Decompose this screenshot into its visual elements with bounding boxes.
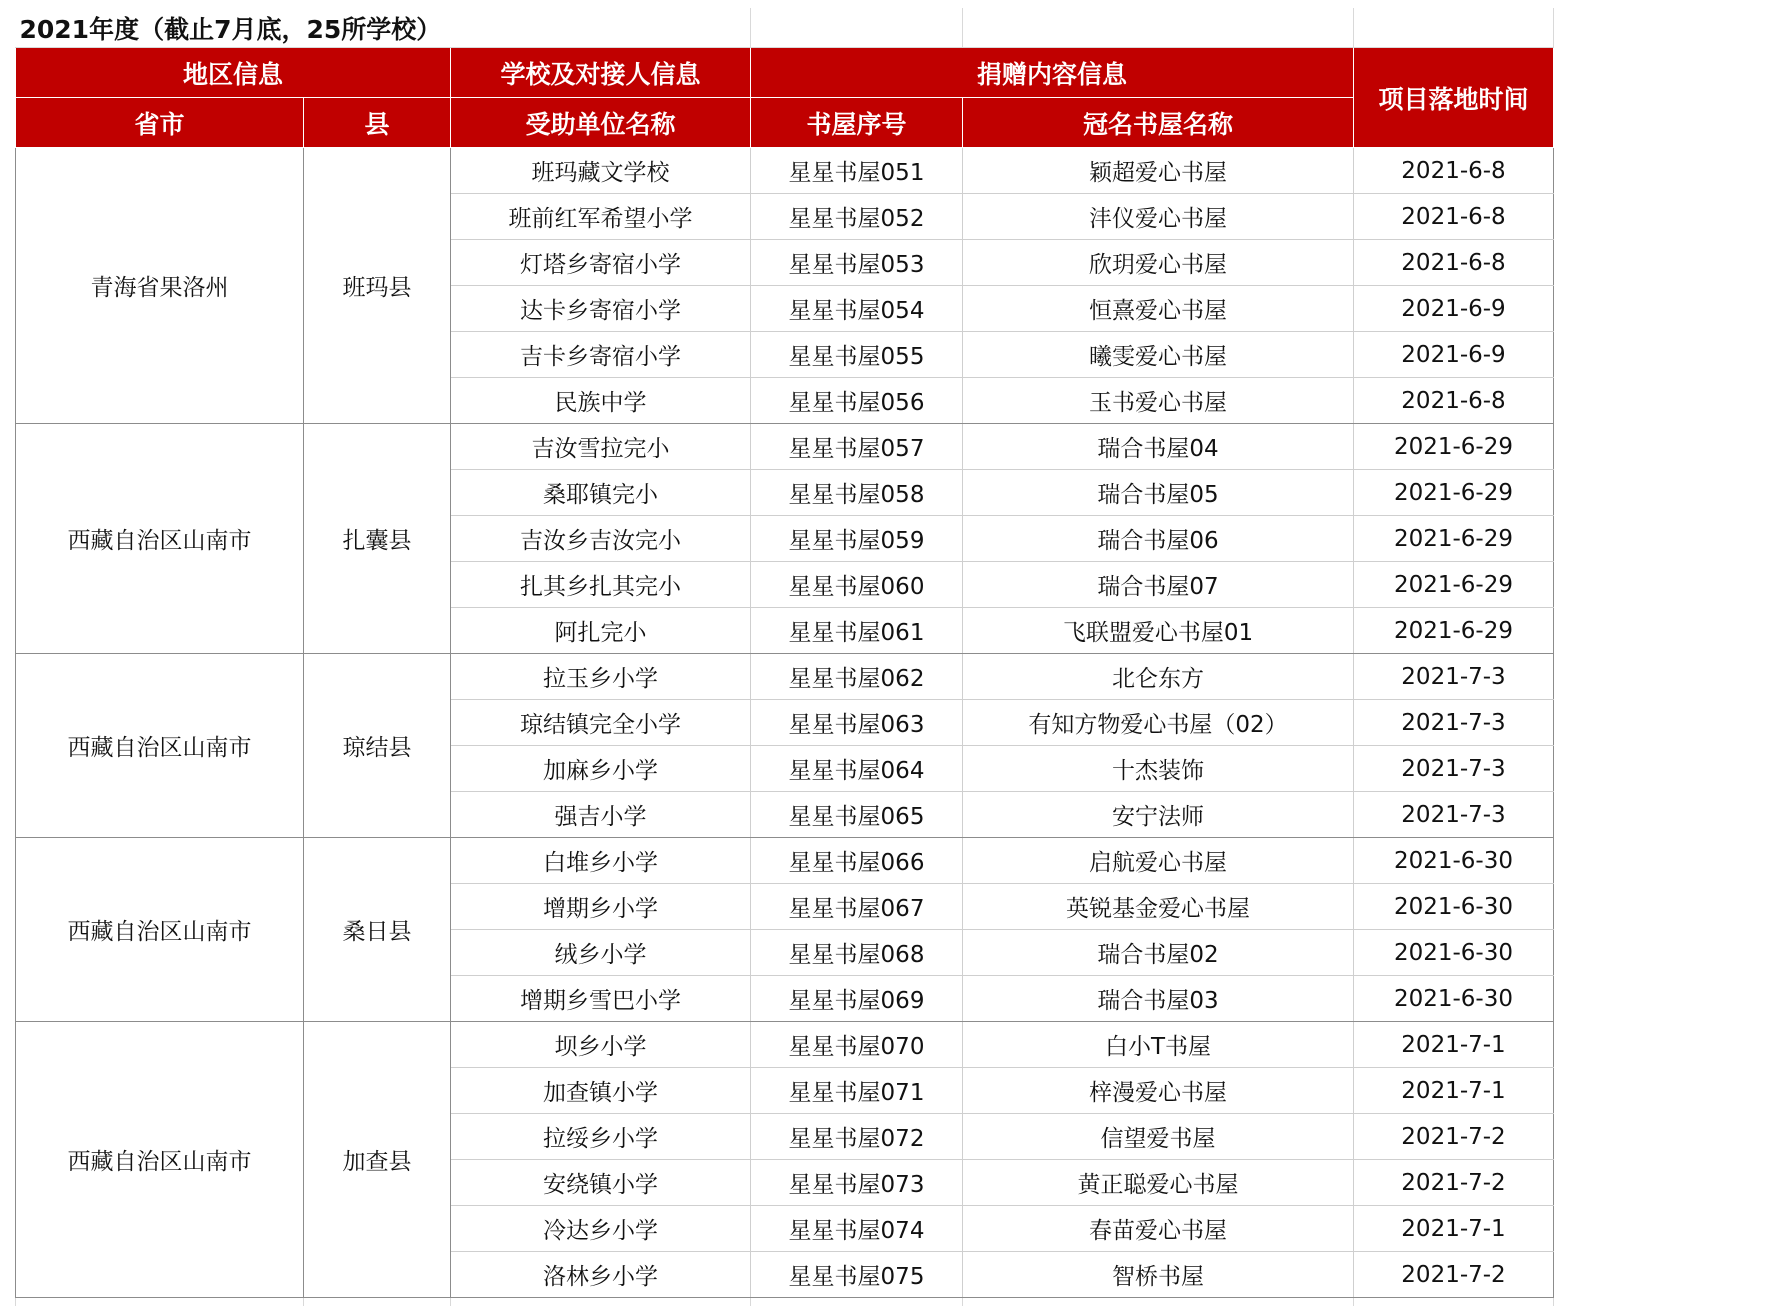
cell-serial[interactable]: 星星书屋063 (751, 700, 963, 746)
cell-date[interactable]: 2021-6-30 (1354, 976, 1554, 1022)
cell-school[interactable]: 坝乡小学 (451, 1022, 751, 1068)
cell-named-house[interactable]: 英锐基金爱心书屋 (963, 884, 1354, 930)
cell-serial[interactable]: 星星书屋058 (751, 470, 963, 516)
spreadsheet (15, 8, 1554, 1306)
header-province[interactable]: 省市 (16, 98, 304, 148)
cell-serial[interactable]: 星星书屋056 (751, 378, 963, 424)
cell-date[interactable]: 2021-7-3 (1354, 746, 1554, 792)
cell-school[interactable]: 灯塔乡寄宿小学 (451, 240, 751, 286)
cell-named-house[interactable]: 春苗爱心书屋 (963, 1206, 1354, 1252)
cell-school[interactable]: 绒乡小学 (451, 930, 751, 976)
cell-named-house[interactable]: 恒熹爱心书屋 (963, 286, 1354, 332)
cell-serial[interactable]: 星星书屋055 (751, 332, 963, 378)
cell-county[interactable]: 桑日县 (304, 838, 451, 1022)
cell-date[interactable]: 2021-6-29 (1354, 470, 1554, 516)
cell-named-house[interactable]: 启航爱心书屋 (963, 838, 1354, 884)
cell-province[interactable]: 西藏自治区山南市 (16, 1022, 304, 1298)
table-row (16, 654, 1554, 700)
cell-named-house[interactable]: 信望爱书屋 (963, 1114, 1354, 1160)
empty-cell[interactable] (1354, 8, 1554, 48)
cell-named-house[interactable]: 瑞合书屋02 (963, 930, 1354, 976)
cell-school[interactable]: 加麻乡小学 (451, 746, 751, 792)
cell-serial[interactable]: 星星书屋074 (751, 1206, 963, 1252)
header-donation[interactable]: 捐赠内容信息 (751, 48, 1354, 98)
cell-serial[interactable]: 星星书屋071 (751, 1068, 963, 1114)
empty-cell[interactable] (16, 1298, 304, 1307)
cell-county[interactable]: 班玛县 (304, 148, 451, 424)
cell-date[interactable]: 2021-6-9 (1354, 332, 1554, 378)
cell-school[interactable]: 琼结镇完全小学 (451, 700, 751, 746)
cell-serial[interactable]: 星星书屋059 (751, 516, 963, 562)
cell-county[interactable]: 扎囊县 (304, 424, 451, 654)
cell-date[interactable]: 2021-6-30 (1354, 930, 1554, 976)
table-row (16, 424, 1554, 470)
cell-school[interactable]: 洛林乡小学 (451, 1252, 751, 1298)
empty-cell[interactable] (963, 1298, 1354, 1307)
cell-named-house[interactable]: 瑞合书屋07 (963, 562, 1354, 608)
cell-school[interactable]: 达卡乡寄宿小学 (451, 286, 751, 332)
cell-date[interactable]: 2021-7-1 (1354, 1022, 1554, 1068)
header-serial[interactable]: 书屋序号 (751, 98, 963, 148)
cell-named-house[interactable]: 曦雯爱心书屋 (963, 332, 1354, 378)
cell-date[interactable]: 2021-6-29 (1354, 608, 1554, 654)
cell-date[interactable]: 2021-6-29 (1354, 516, 1554, 562)
cell-serial[interactable]: 星星书屋061 (751, 608, 963, 654)
cell-county[interactable]: 琼结县 (304, 654, 451, 838)
cell-named-house[interactable]: 沣仪爱心书屋 (963, 194, 1354, 240)
cell-county[interactable]: 加查县 (304, 1022, 451, 1298)
empty-cell[interactable] (1354, 1298, 1554, 1307)
cell-date[interactable]: 2021-6-30 (1354, 884, 1554, 930)
empty-cell[interactable] (751, 8, 963, 48)
header-school[interactable]: 学校及对接人信息 (451, 48, 751, 98)
cell-serial[interactable]: 星星书屋075 (751, 1252, 963, 1298)
cell-school[interactable]: 冷达乡小学 (451, 1206, 751, 1252)
header-named[interactable]: 冠名书屋名称 (963, 98, 1354, 148)
cell-serial[interactable]: 星星书屋060 (751, 562, 963, 608)
cell-serial[interactable]: 星星书屋070 (751, 1022, 963, 1068)
cell-date[interactable]: 2021-6-29 (1354, 562, 1554, 608)
cell-named-house[interactable]: 北仑东方 (963, 654, 1354, 700)
cell-school[interactable]: 扎其乡扎其完小 (451, 562, 751, 608)
empty-cell[interactable] (304, 1298, 451, 1307)
cell-date[interactable]: 2021-6-29 (1354, 424, 1554, 470)
cell-school[interactable]: 白堆乡小学 (451, 838, 751, 884)
cell-date[interactable]: 2021-6-8 (1354, 148, 1554, 194)
cell-date[interactable]: 2021-6-8 (1354, 240, 1554, 286)
cell-school[interactable]: 拉玉乡小学 (451, 654, 751, 700)
table-body (16, 148, 1554, 1298)
cell-named-house[interactable]: 安宁法师 (963, 792, 1354, 838)
cell-school[interactable]: 阿扎完小 (451, 608, 751, 654)
cell-serial[interactable]: 星星书屋072 (751, 1114, 963, 1160)
cell-serial[interactable]: 星星书屋062 (751, 654, 963, 700)
cell-date[interactable]: 2021-7-3 (1354, 792, 1554, 838)
empty-cell[interactable] (751, 1298, 963, 1307)
cell-named-house[interactable]: 瑞合书屋04 (963, 424, 1354, 470)
header-date[interactable]: 项目落地时间 (1354, 48, 1554, 148)
header-region[interactable]: 地区信息 (16, 48, 451, 98)
cell-date[interactable]: 2021-7-3 (1354, 700, 1554, 746)
cell-named-house[interactable]: 飞联盟爱心书屋01 (963, 608, 1354, 654)
header-row-1 (16, 48, 1554, 98)
cell-school[interactable]: 增期乡小学 (451, 884, 751, 930)
cell-date[interactable]: 2021-7-2 (1354, 1252, 1554, 1298)
cell-serial[interactable]: 星星书屋057 (751, 424, 963, 470)
cell-school[interactable]: 吉汝雪拉完小 (451, 424, 751, 470)
cell-date[interactable]: 2021-7-2 (1354, 1114, 1554, 1160)
cell-date[interactable]: 2021-6-9 (1354, 286, 1554, 332)
cell-school[interactable]: 桑耶镇完小 (451, 470, 751, 516)
cell-province[interactable]: 西藏自治区山南市 (16, 654, 304, 838)
cell-school[interactable]: 吉卡乡寄宿小学 (451, 332, 751, 378)
table-row (16, 838, 1554, 884)
cell-province[interactable]: 西藏自治区山南市 (16, 838, 304, 1022)
cell-date[interactable]: 2021-6-30 (1354, 838, 1554, 884)
cell-date[interactable]: 2021-6-8 (1354, 378, 1554, 424)
table-row (16, 1022, 1554, 1068)
cell-school[interactable]: 吉汝乡吉汝完小 (451, 516, 751, 562)
cell-school[interactable]: 增期乡雪巴小学 (451, 976, 751, 1022)
cell-school[interactable]: 安绕镇小学 (451, 1160, 751, 1206)
cell-serial[interactable]: 星星书屋052 (751, 194, 963, 240)
cell-date[interactable]: 2021-6-8 (1354, 194, 1554, 240)
cell-serial[interactable]: 星星书屋064 (751, 746, 963, 792)
tail-row (16, 1298, 1554, 1307)
cell-serial[interactable]: 星星书屋053 (751, 240, 963, 286)
cell-named-house[interactable]: 十杰装饰 (963, 746, 1354, 792)
cell-named-house[interactable]: 玉书爱心书屋 (963, 378, 1354, 424)
cell-named-house[interactable]: 有知方物爱心书屋（02） (963, 700, 1354, 746)
cell-named-house[interactable]: 梓漫爱心书屋 (963, 1068, 1354, 1114)
cell-named-house[interactable]: 智桥书屋 (963, 1252, 1354, 1298)
cell-school[interactable]: 加查镇小学 (451, 1068, 751, 1114)
cell-named-house[interactable]: 瑞合书屋06 (963, 516, 1354, 562)
table-row (16, 148, 1554, 194)
cell-province[interactable]: 青海省果洛州 (16, 148, 304, 424)
title-row (16, 8, 1554, 48)
cell-serial[interactable]: 星星书屋051 (751, 148, 963, 194)
header-row-2 (16, 98, 1554, 148)
cell-named-house[interactable]: 瑞合书屋03 (963, 976, 1354, 1022)
empty-cell[interactable] (451, 1298, 751, 1307)
cell-serial[interactable]: 星星书屋066 (751, 838, 963, 884)
sheet-title[interactable]: 2021年度（截止7月底，25所学校） (16, 8, 751, 48)
bookhouse-table (15, 8, 1554, 1306)
cell-school[interactable]: 民族中学 (451, 378, 751, 424)
cell-named-house[interactable]: 白小T书屋 (963, 1022, 1354, 1068)
cell-school[interactable]: 拉绥乡小学 (451, 1114, 751, 1160)
cell-serial[interactable]: 星星书屋068 (751, 930, 963, 976)
cell-named-house[interactable]: 瑞合书屋05 (963, 470, 1354, 516)
header-county[interactable]: 县 (304, 98, 451, 148)
empty-cell[interactable] (963, 8, 1354, 48)
header-unit[interactable]: 受助单位名称 (451, 98, 751, 148)
cell-school[interactable]: 强吉小学 (451, 792, 751, 838)
cell-serial[interactable]: 星星书屋067 (751, 884, 963, 930)
cell-school[interactable]: 班玛藏文学校 (451, 148, 751, 194)
cell-date[interactable]: 2021-7-3 (1354, 654, 1554, 700)
cell-serial[interactable]: 星星书屋065 (751, 792, 963, 838)
cell-serial[interactable]: 星星书屋073 (751, 1160, 963, 1206)
cell-serial[interactable]: 星星书屋069 (751, 976, 963, 1022)
cell-date[interactable]: 2021-7-2 (1354, 1160, 1554, 1206)
cell-school[interactable]: 班前红军希望小学 (451, 194, 751, 240)
cell-named-house[interactable]: 颖超爱心书屋 (963, 148, 1354, 194)
cell-province[interactable]: 西藏自治区山南市 (16, 424, 304, 654)
cell-date[interactable]: 2021-7-1 (1354, 1068, 1554, 1114)
cell-date[interactable]: 2021-7-1 (1354, 1206, 1554, 1252)
cell-named-house[interactable]: 欣玥爱心书屋 (963, 240, 1354, 286)
cell-named-house[interactable]: 黄正聪爱心书屋 (963, 1160, 1354, 1206)
cell-serial[interactable]: 星星书屋054 (751, 286, 963, 332)
